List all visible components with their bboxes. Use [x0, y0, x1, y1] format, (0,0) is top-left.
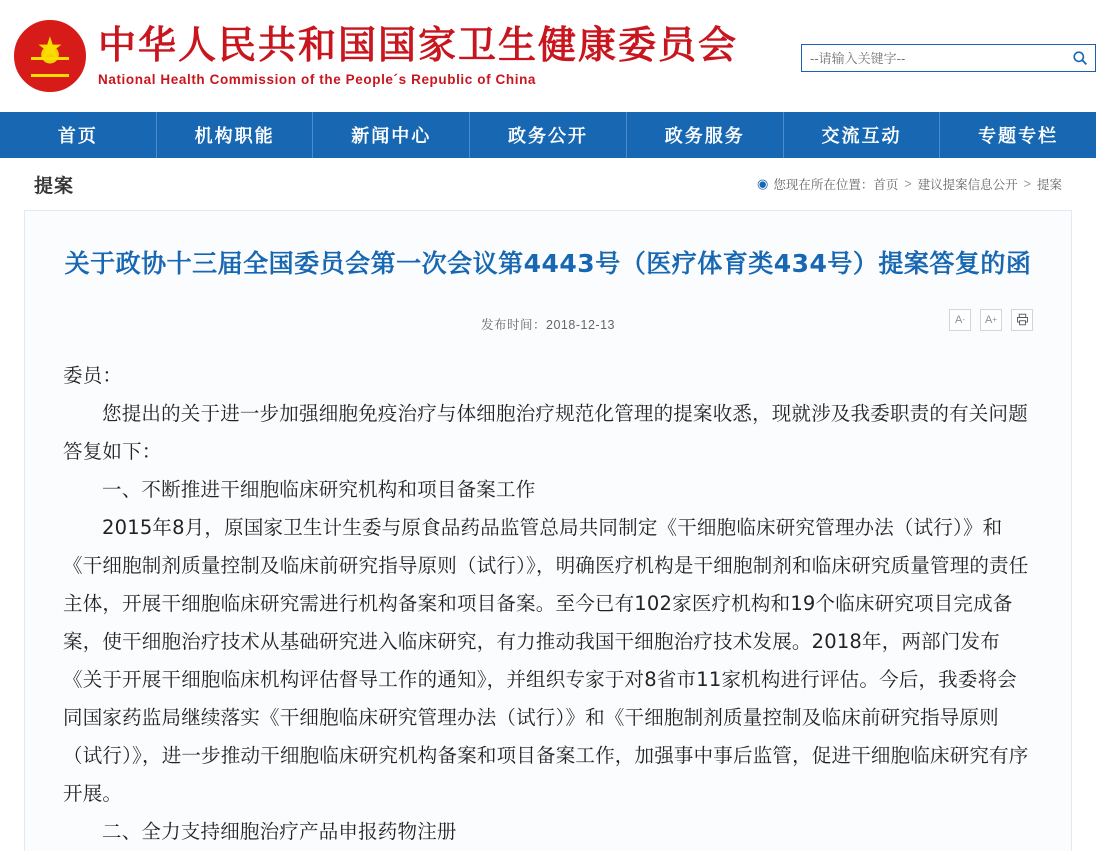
article-paragraph: 您提出的关于进一步加强细胞免疫治疗与体细胞治疗规范化管理的提案收悉，现就涉及我委职责的有关问题答复如下：: [63, 401, 1028, 463]
article-paragraph: 一、不断推进干细胞临床研究机构和项目备案工作: [102, 477, 536, 501]
article-body: [63, 357, 1033, 851]
article-paragraph: 2015年8月，原国家卫生计生委与原食品药品监管总局共同制定《干细胞临床研究管理办法（试行）》和《干细胞制剂质量控制及临床前研究指导原则（试行）》，明确医疗机构是干细胞制剂和临床研究质量管理的责任主体，开展干细胞临床研究需进行机构备案和项目备案。至今已有102家医疗机构和19个临床研究项目完成备案，使干细胞治疗技术从基础研究进入临床研究，有力推动我国干细胞治疗技术发展。2018年，两部门发布《关于开展干细胞临床机构评估督导工作的通知》，并组织专家于对8省市11家机构进行评估。今后，我委将会同国家药监局继续落实《干细胞临床研究管理办法（试行）》和《干细胞制剂质量控制及临床前研究指导原则（试行）》，进一步推动干细胞临床研究机构备案和项目备案工作，加强事中事后监管，促进干细胞临床研究有序开展。: [63, 515, 1029, 805]
national-emblem-icon: [14, 20, 86, 92]
article-tools: [949, 309, 1033, 331]
site-title-cn: 中华人民共和国国家卫生健康委员会: [98, 22, 739, 67]
site-title-block: [98, 22, 739, 88]
article-paragraph: 委员：: [63, 363, 123, 387]
publish-time: [63, 315, 1033, 333]
font-decrease-sup: -: [962, 314, 965, 324]
site-title-en: National Health Commission of the People´s Republic of China: [98, 72, 537, 88]
main-navigation: [0, 112, 1096, 158]
breadcrumb-prefix: 您现在所在位置：: [773, 178, 874, 192]
print-button[interactable]: [1011, 309, 1033, 331]
font-decrease-label: A: [954, 313, 963, 326]
publish-date: 2018-12-13: [546, 317, 615, 332]
nav-item-services[interactable]: 政务服务: [627, 112, 784, 158]
font-increase-sup: +: [992, 314, 997, 324]
breadcrumb: [757, 175, 1062, 193]
search-box[interactable]: [801, 44, 1096, 72]
nav-item-interaction[interactable]: 交流互动: [784, 112, 941, 158]
search-input[interactable]: [802, 46, 1065, 70]
breadcrumb-item-home[interactable]: 首页: [873, 178, 899, 192]
location-pin-icon: ◉: [756, 176, 769, 191]
article-meta: [63, 309, 1033, 339]
breadcrumb-separator: >: [904, 177, 912, 191]
breadcrumb-item-proposals[interactable]: 建议提案信息公开: [917, 178, 1018, 192]
nav-item-government-affairs[interactable]: 政务公开: [470, 112, 627, 158]
breadcrumb-row: [0, 158, 1096, 210]
font-decrease-button[interactable]: [949, 309, 971, 331]
font-increase-button[interactable]: [980, 309, 1002, 331]
nav-item-functions[interactable]: 机构职能: [157, 112, 314, 158]
publish-label: 发布时间：: [481, 317, 547, 332]
breadcrumb-item-current[interactable]: 提案: [1036, 178, 1062, 192]
nav-item-home[interactable]: 首页: [0, 112, 157, 158]
article-title: 关于政协十三届全国委员会第一次会议第4443号（医疗体育类434号）提案答复的函: [64, 249, 1032, 278]
page-title: 提案: [34, 174, 75, 197]
site-header: [0, 0, 1096, 112]
article-paragraph: 二、全力支持细胞治疗产品申报药物注册: [102, 819, 457, 843]
nav-item-news[interactable]: 新闻中心: [313, 112, 470, 158]
breadcrumb-separator: >: [1023, 177, 1031, 191]
printer-icon: [1016, 313, 1029, 326]
article-container: [24, 210, 1072, 851]
search-icon[interactable]: [1065, 45, 1095, 71]
nav-item-special-topics[interactable]: 专题专栏: [978, 126, 1059, 147]
font-increase-label: A: [984, 313, 993, 326]
